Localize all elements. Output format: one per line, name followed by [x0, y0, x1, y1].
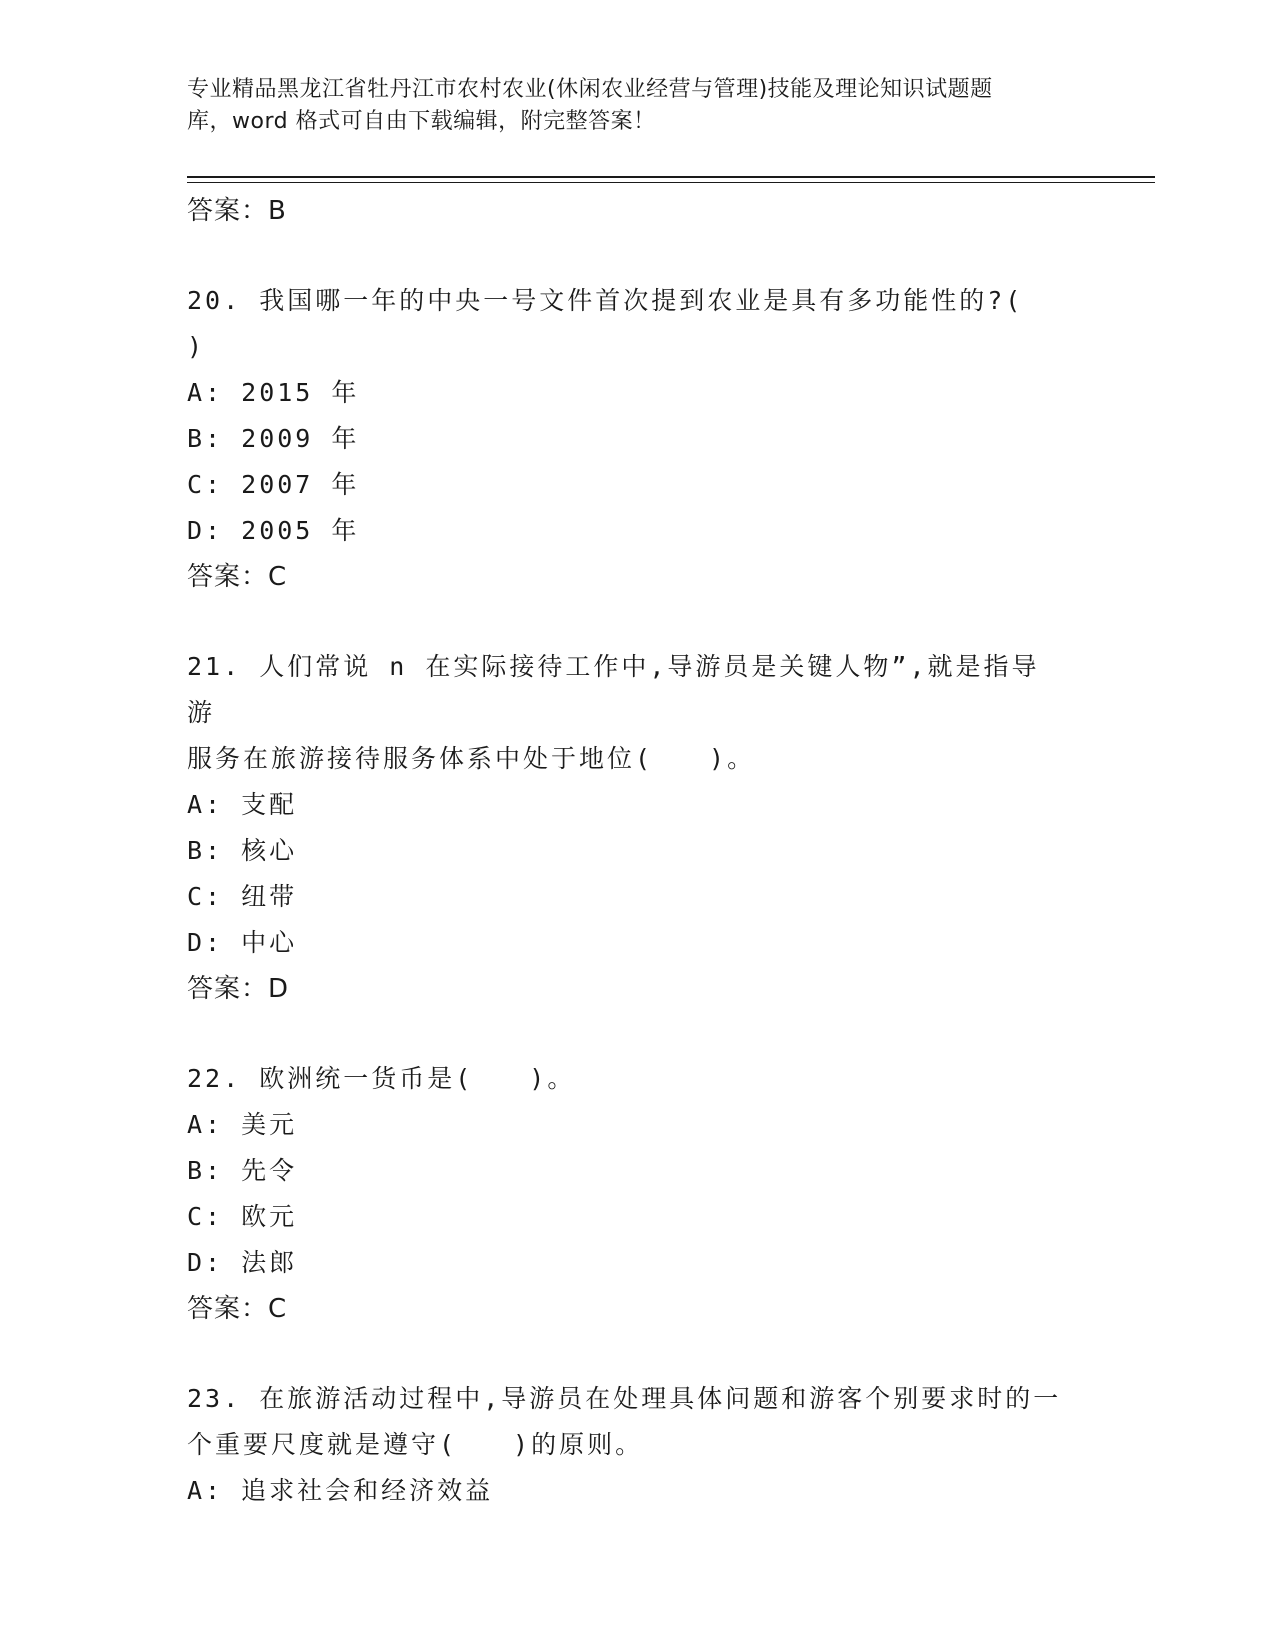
question-body: 在旅游活动过程中,导游员在处理具体问题和游客个别要求时的一: [259, 1384, 1062, 1413]
question-21: [187, 644, 1087, 1012]
question-number: 20.: [187, 286, 242, 315]
question-23: [187, 1376, 1087, 1514]
question-text: [187, 1056, 1067, 1102]
answer: 答案：C: [187, 1294, 288, 1324]
question-body-continued: ): [187, 332, 206, 361]
question-body: 我国哪一年的中央一号文件首次提到农业是具有多功能性的?(: [259, 286, 1024, 315]
question-text: [187, 278, 1067, 370]
question-20: [187, 278, 1087, 600]
header-line-1: 专业精品黑龙江省牡丹江市农村农业(休闲农业经营与管理)技能及理论知识试题题: [187, 77, 993, 102]
question-22: [187, 1056, 1087, 1332]
header-rule-thin: [187, 182, 1155, 183]
document-header: [187, 74, 1087, 138]
document-body: [187, 188, 1087, 1514]
option-a: A: 支配: [187, 790, 298, 819]
question-number: 22.: [187, 1064, 242, 1093]
question-text: [187, 644, 1067, 782]
option-b: B: 先令: [187, 1156, 298, 1185]
option-d: D: 中心: [187, 928, 298, 957]
answer: 答案：C: [187, 562, 288, 592]
header-rule-thick: [187, 176, 1155, 178]
question-body: 欧洲统一货币是( )。: [259, 1064, 576, 1093]
question-body: 人们常说 n 在实际接待工作中,导游员是关键人物”,就是指导游: [187, 652, 1040, 727]
question-body-continued: 服务在旅游接待服务体系中处于地位( )。: [187, 744, 756, 773]
question-text: [187, 1376, 1067, 1468]
option-d: D: 法郎: [187, 1248, 298, 1277]
question-body-continued: 个重要尺度就是遵守( )的原则。: [187, 1430, 644, 1459]
answer-previous: 答案：B: [187, 196, 287, 226]
option-d: D: 2005 年: [187, 516, 360, 545]
option-c: C: 纽带: [187, 882, 298, 911]
option-b: B: 核心: [187, 836, 298, 865]
question-number: 21.: [187, 652, 242, 681]
option-a: A: 追求社会和经济效益: [187, 1476, 494, 1505]
option-a: A: 美元: [187, 1110, 298, 1139]
option-a: A: 2015 年: [187, 378, 360, 407]
header-line-2: 库，word 格式可自由下载编辑，附完整答案！: [187, 109, 656, 134]
question-number: 23.: [187, 1384, 242, 1413]
option-b: B: 2009 年: [187, 424, 360, 453]
answer: 答案：D: [187, 974, 290, 1004]
option-c: C: 欧元: [187, 1202, 298, 1231]
option-c: C: 2007 年: [187, 470, 360, 499]
